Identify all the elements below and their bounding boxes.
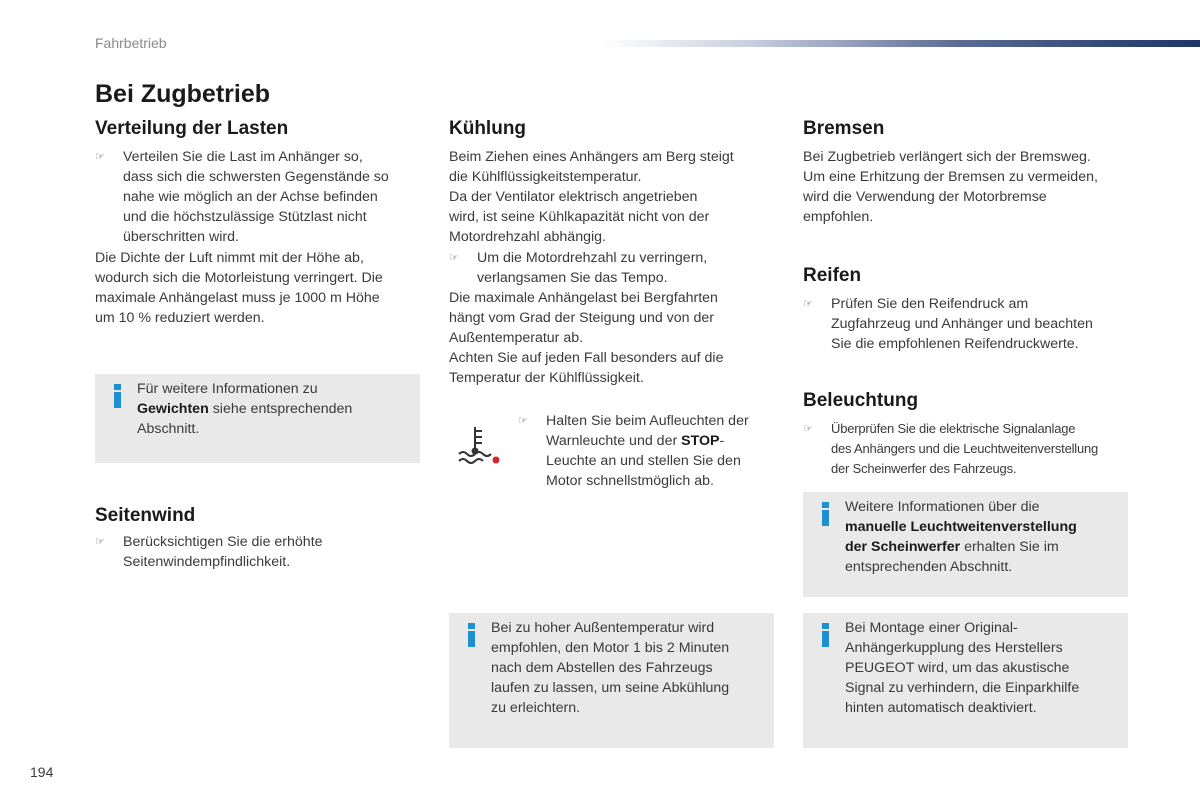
paragraph-brakes bbox=[803, 147, 1143, 227]
text-line: Sie die empfohlenen Reifendruckwerte. bbox=[831, 336, 1079, 353]
info-text bbox=[491, 618, 729, 718]
text-line: und die höchstzulässige Stützlast nicht bbox=[123, 209, 367, 226]
text-line: PEUGEOT wird, um das akustische bbox=[845, 660, 1070, 677]
pointing-hand-icon: ☞ bbox=[95, 151, 105, 163]
text-span: erhalten Sie im bbox=[960, 539, 1059, 556]
heading-reifen: Reifen bbox=[803, 265, 862, 286]
text-line: Verteilen Sie die Last im Anhänger so, bbox=[123, 149, 363, 165]
text-line: Prüfen Sie den Reifendruck am bbox=[831, 296, 1029, 312]
heading-beleuchtung: Beleuchtung bbox=[803, 390, 919, 411]
text-line: Die maximale Anhängelast bei Bergfahrten bbox=[449, 290, 718, 306]
text-line: nahe wie möglich an der Achse befinden bbox=[123, 189, 378, 206]
text-line: dass sich die schwersten Gegenstände so bbox=[123, 169, 389, 186]
info-box-parking-sensors bbox=[803, 613, 1128, 748]
info-icon bbox=[111, 384, 125, 410]
text-line: Berücksichtigen Sie die erhöhte bbox=[123, 534, 323, 550]
bold-link-text: Gewichten bbox=[137, 401, 209, 418]
text-line: die Kühlflüssigkeitstemperatur. bbox=[449, 169, 642, 186]
text-line: Für weitere Informationen zu bbox=[137, 381, 318, 397]
text-line: Signal zu verhindern, die Einparkhilfe bbox=[845, 680, 1080, 697]
text-line: maximale Anhängelast muss je 1000 m Höhe bbox=[95, 290, 380, 307]
coolant-temperature-icon bbox=[455, 421, 503, 467]
text-line: Anhängerkupplung des Herstellers bbox=[845, 640, 1063, 657]
text-line: wird, ist seine Kühlkapazität nicht von der bbox=[449, 209, 710, 226]
text-line: empfohlen. bbox=[803, 209, 874, 226]
info-text bbox=[845, 497, 1077, 577]
text-line: nach dem Abstellen des Fahrzeugs bbox=[491, 660, 713, 677]
text-line: überschritten wird. bbox=[123, 229, 239, 246]
text-span: siehe entsprechenden bbox=[208, 401, 353, 418]
text-line: Leuchte an und stellen Sie den bbox=[546, 453, 741, 470]
heading-kuehlung: Kühlung bbox=[449, 118, 527, 139]
info-icon bbox=[819, 623, 833, 649]
text-line: wird die Verwendung der Motorbremse bbox=[803, 189, 1047, 206]
text-line: Motordrehzahl abhängig. bbox=[449, 229, 606, 246]
text-span: - bbox=[719, 433, 725, 450]
text-line: laufen zu lassen, um seine Abkühlung bbox=[491, 680, 730, 697]
bullet-load-distribution bbox=[95, 147, 425, 247]
info-box-headlamp-adjust bbox=[803, 492, 1128, 597]
text-line: Bei zu hoher Außentemperatur wird bbox=[491, 620, 715, 636]
text-line: Da der Ventilator elektrisch angetrieben bbox=[449, 189, 698, 206]
text-line: Überprüfen Sie die elektrische Signalanlage bbox=[831, 421, 1076, 436]
text-line bbox=[137, 399, 352, 419]
page-title: Bei Zugbetrieb bbox=[95, 80, 271, 108]
text-line: Um die Motordrehzahl zu verringern, bbox=[477, 250, 708, 266]
pointing-hand-icon: ☞ bbox=[449, 252, 459, 264]
heading-bremsen: Bremsen bbox=[803, 118, 885, 139]
text-line: Abschnitt. bbox=[137, 421, 200, 438]
text-span: Warnleuchte und der bbox=[546, 433, 682, 450]
header-decoration-bar bbox=[600, 40, 1200, 47]
bold-link-text: der Scheinwerfer bbox=[845, 539, 961, 556]
heading-verteilung: Verteilung der Lasten bbox=[95, 118, 289, 139]
text-line: Motor schnellstmöglich ab. bbox=[546, 473, 714, 490]
text-line: Bei Montage einer Original- bbox=[845, 620, 1018, 636]
info-text bbox=[845, 618, 1079, 718]
text-line: Halten Sie beim Aufleuchten der bbox=[546, 413, 749, 429]
text-line: Zugfahrzeug und Anhänger und beachten bbox=[831, 316, 1093, 333]
info-icon bbox=[819, 502, 833, 528]
bullet-warning-stop bbox=[518, 411, 778, 491]
text-line bbox=[845, 537, 1077, 557]
text-line: Bei Zugbetrieb verlängert sich der Bremsweg. bbox=[803, 149, 1091, 165]
text-line: Achten Sie auf jeden Fall besonders auf die bbox=[449, 350, 724, 367]
paragraph-max-load bbox=[449, 288, 779, 388]
pointing-hand-icon: ☞ bbox=[803, 298, 813, 310]
bullet-engine-speed bbox=[449, 248, 779, 288]
text-line bbox=[546, 431, 778, 451]
bullet-crosswind bbox=[95, 532, 425, 572]
text-line: Außentemperatur ab. bbox=[449, 330, 584, 347]
bold-link-text: manuelle Leuchtweitenverstellung bbox=[845, 519, 1077, 536]
pointing-hand-icon: ☞ bbox=[95, 536, 105, 548]
text-line: Temperatur der Kühlflüssigkeit. bbox=[449, 370, 644, 387]
heading-seitenwind: Seitenwind bbox=[95, 505, 196, 526]
bullet-tyre-pressure bbox=[803, 294, 1143, 354]
info-icon bbox=[465, 623, 479, 649]
paragraph-air-density bbox=[95, 248, 425, 328]
text-line: um 10 % reduziert werden. bbox=[95, 310, 265, 327]
text-line: verlangsamen Sie das Tempo. bbox=[477, 270, 668, 287]
text-line: Weitere Informationen über die bbox=[845, 499, 1040, 515]
info-box-cooldown bbox=[449, 613, 774, 748]
page-number: 194 bbox=[30, 764, 54, 780]
text-line: empfohlen, den Motor 1 bis 2 Minuten bbox=[491, 640, 730, 657]
text-line: Beim Ziehen eines Anhängers am Berg steigt bbox=[449, 149, 734, 165]
text-line: Seitenwindempfindlichkeit. bbox=[123, 554, 291, 571]
section-label: Fahrbetrieb bbox=[95, 35, 167, 51]
text-line: entsprechenden Abschnitt. bbox=[845, 559, 1013, 576]
text-line: wodurch sich die Motorleistung verringert. Die bbox=[95, 270, 383, 287]
text-line bbox=[845, 517, 1077, 537]
bullet-lighting-check bbox=[803, 419, 1163, 479]
text-line: zu erleichtern. bbox=[491, 700, 581, 717]
info-box-weights bbox=[95, 374, 420, 463]
info-text bbox=[137, 379, 352, 439]
text-line: hängt vom Grad der Steigung und von der bbox=[449, 310, 715, 327]
text-line: des Anhängers und die Leuchtweitenverstellung bbox=[831, 441, 1099, 456]
text-line: Die Dichte der Luft nimmt mit der Höhe ab, bbox=[95, 250, 364, 266]
text-line: Um eine Erhitzung der Bremsen zu vermeiden, bbox=[803, 169, 1098, 186]
paragraph-cooling bbox=[449, 147, 779, 247]
text-line: hinten automatisch deaktiviert. bbox=[845, 700, 1037, 717]
stop-label: STOP bbox=[681, 433, 720, 450]
pointing-hand-icon: ☞ bbox=[803, 423, 813, 435]
pointing-hand-icon: ☞ bbox=[518, 415, 528, 427]
text-line: der Scheinwerfer des Fahrzeugs. bbox=[831, 461, 1017, 476]
